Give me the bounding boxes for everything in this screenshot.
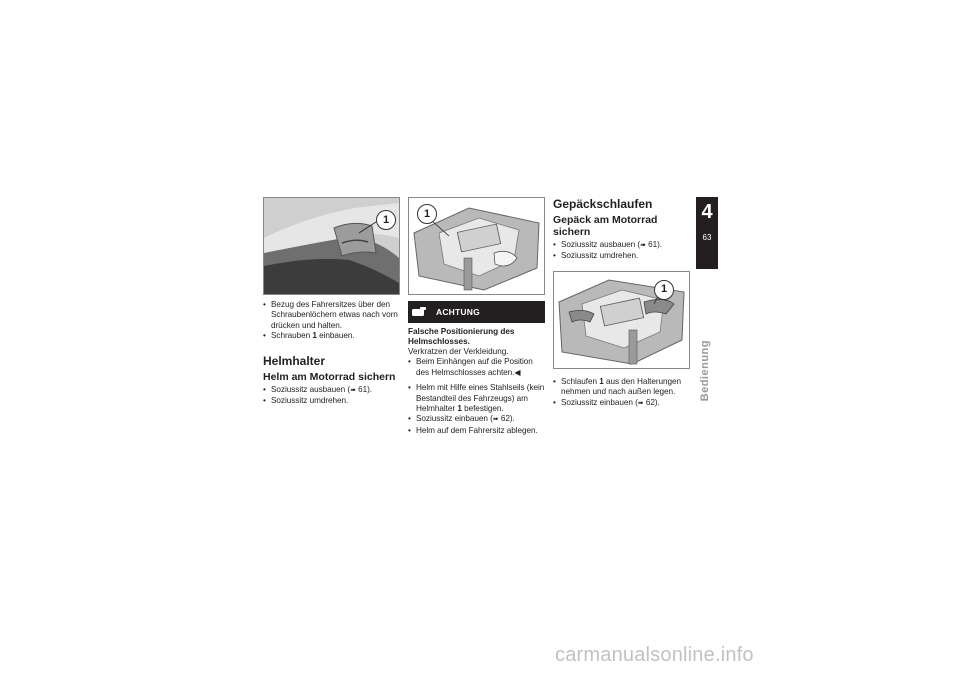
page-ref: 61). [648,240,663,249]
list-item [408,426,545,436]
helm-instructions-list [263,385,400,407]
list-item [263,300,400,331]
helmet-steps-list [408,383,545,436]
list-item-text: Helm mit Hilfe eines Stahlseils (kein Bestandteil des Fahrzeugs) am Helmhalter [416,383,545,414]
page-ref: 62). [500,414,515,424]
end-mark-icon: ◀ [514,367,521,377]
chapter-tab [696,197,718,269]
section-title-helmhalter: Helmhalter [263,353,326,368]
list-item-text: Soziussitz einbauen ( [561,397,638,407]
list-item-text: aus den Halterungen nehmen und nach außen legen. [561,376,682,397]
warning-banner [408,301,545,323]
list-item [553,377,693,398]
right-column [553,197,693,409]
left-column [263,197,400,406]
list-item-text: Soziussitz umdrehen. [561,251,639,261]
list-item [263,396,400,406]
list-item [553,240,693,251]
warning-hand-icon [408,301,430,323]
seat-screw-figure [263,197,400,295]
list-item [553,398,693,409]
list-item-text: Soziussitz umdrehen. [271,396,349,406]
list-item [408,357,545,378]
subsection-title-gepaeck: Gepäck am Motorrad sichern [553,214,658,238]
page-ref-arrow-icon: ➠ [640,242,646,249]
middle-column [408,197,545,436]
section-title-gepaeck: Gepäckschlaufen [553,197,653,211]
list-item-text: befestigen. [464,404,504,414]
warning-text: Verkratzen der Verkleidung. [408,347,509,356]
luggage-prep-list [553,240,693,262]
list-item [263,385,400,396]
figure-callout-1: 1 [654,280,674,300]
list-item-text: Soziussitz ausbauen ( [561,240,641,249]
helmet-holder-figure [408,197,545,295]
list-item-text: Helm auf dem Fahrersitz ablegen. [416,425,538,435]
chapter-side-label: Bedienung [699,340,711,402]
watermark: carmanualsonline.info [555,644,754,666]
list-item [553,251,693,261]
seat-instructions-list [263,300,400,342]
list-item-text: Beim Einhängen auf die Position des Helmschlosses achten. [416,357,533,377]
list-item-text: Soziussitz ausbauen ( [271,384,351,394]
list-item-text: Schrauben [271,331,311,341]
page-ref-arrow-icon: ➠ [637,399,644,407]
page-number: 63 [702,233,712,242]
list-item-text: Schlaufen [561,376,597,386]
luggage-steps-list [553,377,693,409]
reference-number: 1 [312,331,317,341]
chapter-number: 4 [701,201,713,223]
reference-number: 1 [599,376,604,386]
warning-title: Falsche Positionierung des Helmschlosses. [408,327,515,346]
list-item [263,331,400,341]
list-item-text: Soziussitz einbauen ( [416,414,493,424]
list-item-text: Bezug des Fahrersitzes über den Schraubenlöchern etwas nach vorn drücken und halten. [271,300,398,330]
figure-callout-1: 1 [376,210,396,230]
page-ref-arrow-icon: ➠ [350,386,356,394]
reference-number: 1 [457,404,462,414]
list-item [408,383,545,414]
subsection-title-helm: Helm am Motorrad sichern [263,370,396,383]
warning-label: ACHTUNG [436,307,480,317]
page-ref: 61). [358,384,373,394]
figure-callout-1: 1 [417,204,437,224]
luggage-loops-figure [553,271,690,369]
list-item [408,414,545,425]
page-ref: 62). [645,397,660,407]
list-item-text: einbauen. [319,331,355,341]
page-ref-arrow-icon: ➠ [492,416,499,424]
warning-list [408,357,545,378]
